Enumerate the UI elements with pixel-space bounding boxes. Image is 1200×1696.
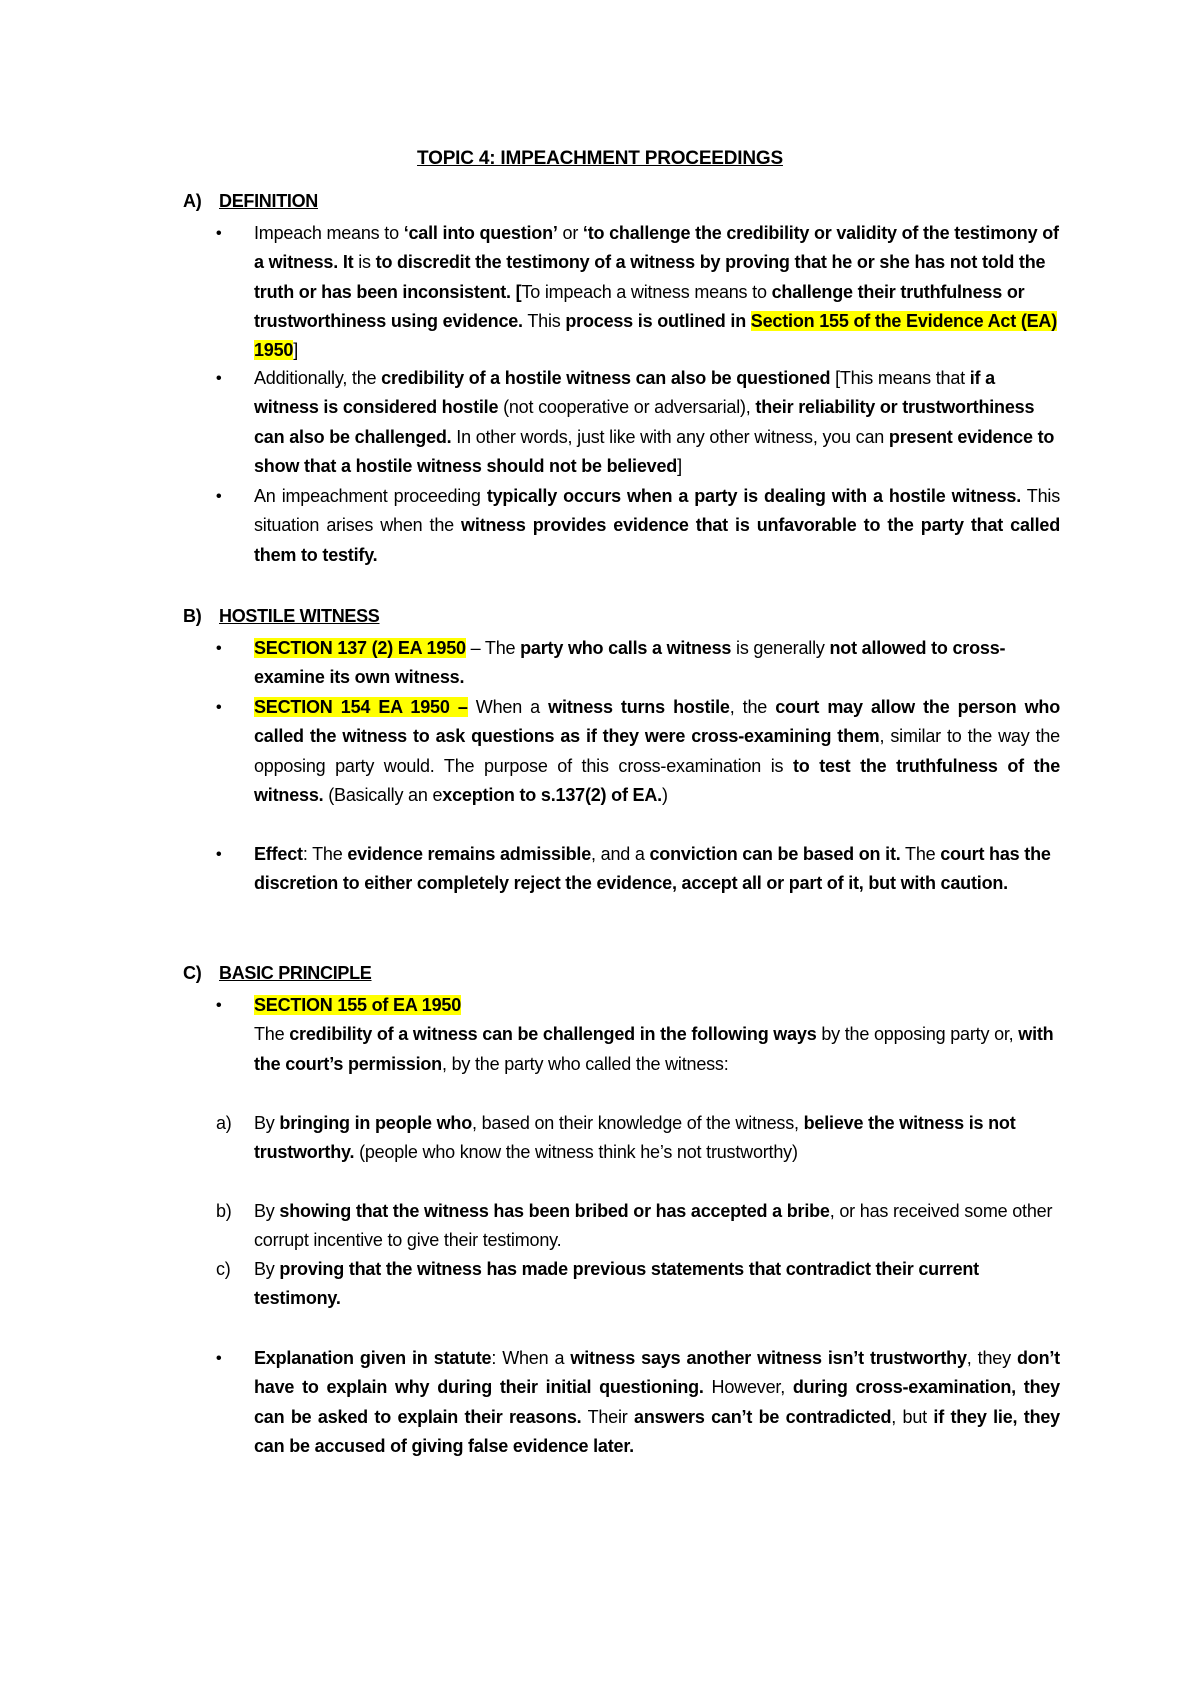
- text-run: The: [254, 1024, 290, 1045]
- highlighted-reference: Section 155 of the Evidence Act (EA) 1950: [254, 310, 1058, 361]
- text-run: (not cooperative or adversarial),: [498, 397, 756, 418]
- list-marker: a): [216, 1113, 232, 1133]
- list-item-a: [216, 1109, 1060, 1168]
- text-run: answers can’t be contradicted: [634, 1406, 892, 1427]
- text-run: – The: [465, 638, 521, 658]
- text-run: ‘call into question’: [403, 223, 558, 243]
- list-marker: b): [216, 1201, 232, 1221]
- list-item-c: [216, 1255, 1060, 1314]
- list-item-b: [216, 1197, 1060, 1256]
- bullet-icon: •: [216, 846, 222, 863]
- text-run: credibility of a hostile witness can also be questioned: [381, 368, 831, 388]
- bullet-icon: •: [216, 997, 222, 1014]
- text-run: In other words, just like with any other witness, you can: [451, 426, 889, 447]
- text-run: their reliability or trustworthiness can also be challenged.: [254, 397, 1035, 447]
- section-b-letter: B): [183, 606, 202, 626]
- bullet-icon: •: [216, 640, 222, 657]
- text-run: Their: [581, 1406, 635, 1427]
- text-run: by the opposing party or,: [816, 1024, 1019, 1045]
- text-run: if they lie, they can be accused of giving false evidence later.: [254, 1406, 1060, 1456]
- text-run: It: [338, 252, 354, 273]
- text-run: with the court’s permission: [254, 1024, 1054, 1074]
- text-run: , and a: [591, 844, 650, 864]
- text-run: By: [254, 1113, 280, 1133]
- text-run: challenge their truthfulness or trustworthiness using evidence.: [254, 281, 1025, 331]
- section-c-letter: C): [183, 963, 202, 983]
- text-run: or: [557, 223, 583, 243]
- text-run: evidence remains admissible: [347, 844, 592, 864]
- text-run: [This means that: [830, 368, 970, 388]
- definition-bullet-1: [216, 219, 1060, 365]
- text-run: When a: [467, 697, 549, 717]
- definition-bullet-3: [216, 482, 1060, 570]
- text-run: proving that the witness has made previous statements that contradict their current testimony.: [254, 1259, 979, 1309]
- text-run: during cross-examination, they can be asked to explain their reasons.: [254, 1377, 1060, 1427]
- section-c-heading: [183, 963, 372, 984]
- text-run: present evidence to show that a hostile witness should not be believed: [254, 426, 1055, 476]
- text-run: process is outlined in: [565, 310, 751, 331]
- text-run: don’t have to explain why during their initial questioning.: [254, 1348, 1060, 1398]
- text-run: This: [522, 310, 566, 331]
- text-run: This situation arises when the: [254, 486, 1060, 536]
- text-run: , or has received some other corrupt incentive to give their testimony.: [254, 1201, 1053, 1251]
- bullet-icon: •: [216, 370, 222, 387]
- text-run: However,: [703, 1377, 793, 1398]
- text-run: typically occurs when a party is dealing with a hostile witness.: [486, 486, 1022, 506]
- text-run: Impeach means to: [254, 223, 404, 243]
- text-run: , based on their knowledge of the witness,: [472, 1113, 804, 1133]
- text-run: ): [661, 784, 668, 805]
- section-a-heading: [183, 191, 318, 212]
- text-run: to discredit the testimony of a witness by proving that he or she has not told the truth or has been inconsistent.: [254, 252, 1046, 302]
- text-run: ]: [293, 340, 299, 361]
- highlighted-reference: SECTION 137 (2) EA 1950: [254, 638, 466, 658]
- hostile-bullet-2: [216, 693, 1061, 810]
- list-marker: c): [216, 1259, 231, 1279]
- text-run: (Basically an e: [323, 784, 443, 805]
- text-run: believe the witness is not trustworthy.: [254, 1113, 1016, 1163]
- text-run: [: [510, 281, 522, 302]
- text-run: if a witness is considered hostile: [254, 368, 995, 418]
- text-run: ‘to challenge the credibility or validity of the testimony of a witness.: [254, 223, 1059, 273]
- text-run: conviction can be based on it.: [649, 844, 901, 864]
- bullet-icon: •: [216, 699, 222, 716]
- section-b-heading: [183, 606, 380, 627]
- highlighted-reference: SECTION 154 EA 1950 –: [254, 697, 468, 717]
- text-run: bringing in people who: [279, 1113, 473, 1133]
- text-run: showing that the witness has been bribed or has accepted a bribe: [279, 1201, 830, 1221]
- text-run: Effect: [254, 844, 303, 864]
- text-run: (people who know the witness think he’s not trustworthy): [354, 1142, 798, 1163]
- text-run: Explanation given in statute: [254, 1348, 492, 1368]
- section-c-title: BASIC PRINCIPLE: [219, 963, 372, 983]
- text-run: to test the truthfulness of the witness.: [254, 755, 1060, 805]
- text-run: party who calls a witness: [520, 638, 732, 658]
- text-run: : The: [302, 844, 348, 864]
- text-run: : When a: [491, 1348, 571, 1368]
- text-run: court has the discretion to either completely reject the evidence, accept all or part of it, but with caution.: [254, 844, 1051, 894]
- bullet-icon: •: [216, 225, 222, 242]
- text-run: By: [254, 1259, 280, 1279]
- text-run: , by the party who called the witness:: [441, 1053, 729, 1074]
- text-run: , they: [966, 1348, 1017, 1368]
- text-run: witness provides evidence that is unfavorable to the party that called them to testify.: [254, 515, 1060, 565]
- highlighted-reference: SECTION 155 of EA 1950: [254, 995, 462, 1015]
- text-run: , the: [729, 697, 776, 717]
- text-run: is: [353, 252, 376, 273]
- section-a-letter: A): [183, 191, 202, 211]
- section-b-title: HOSTILE WITNESS: [219, 606, 380, 626]
- text-run: To impeach a witness means to: [521, 281, 772, 302]
- text-run: , similar to the way the opposing party would. The purpose of this cross-examination is: [254, 726, 1060, 776]
- section-a-title: DEFINITION: [219, 191, 318, 211]
- text-run: ]: [677, 455, 682, 476]
- text-run: is generally: [731, 638, 830, 658]
- text-run: The: [900, 844, 941, 864]
- text-run: , but: [891, 1406, 934, 1427]
- hostile-bullet-3: [216, 840, 1060, 899]
- basic-principle-bullet: [216, 991, 1060, 1079]
- bullet-icon: •: [216, 1350, 222, 1367]
- text-run: credibility of a witness can be challenged in the following ways: [289, 1024, 817, 1045]
- explanation-bullet: [216, 1344, 1060, 1461]
- text-run: xception to s.137(2) of EA.: [442, 784, 662, 805]
- text-run: Additionally, the: [254, 368, 382, 388]
- text-run: witness says another witness isn’t trustworthy: [570, 1348, 967, 1368]
- text-run: By: [254, 1201, 280, 1221]
- text-run: not allowed to cross-examine its own witness.: [254, 638, 1006, 688]
- text-run: An impeachment proceeding: [254, 486, 487, 506]
- page-title: TOPIC 4: IMPEACHMENT PROCEEDINGS: [417, 148, 783, 169]
- hostile-bullet-1: [216, 634, 1060, 693]
- definition-bullet-2: [216, 364, 1060, 481]
- text-run: witness turns hostile: [548, 697, 730, 717]
- text-run: court may allow the person who called the witness to ask questions as if they were cross-examining them: [254, 697, 1061, 747]
- bullet-icon: •: [216, 488, 222, 505]
